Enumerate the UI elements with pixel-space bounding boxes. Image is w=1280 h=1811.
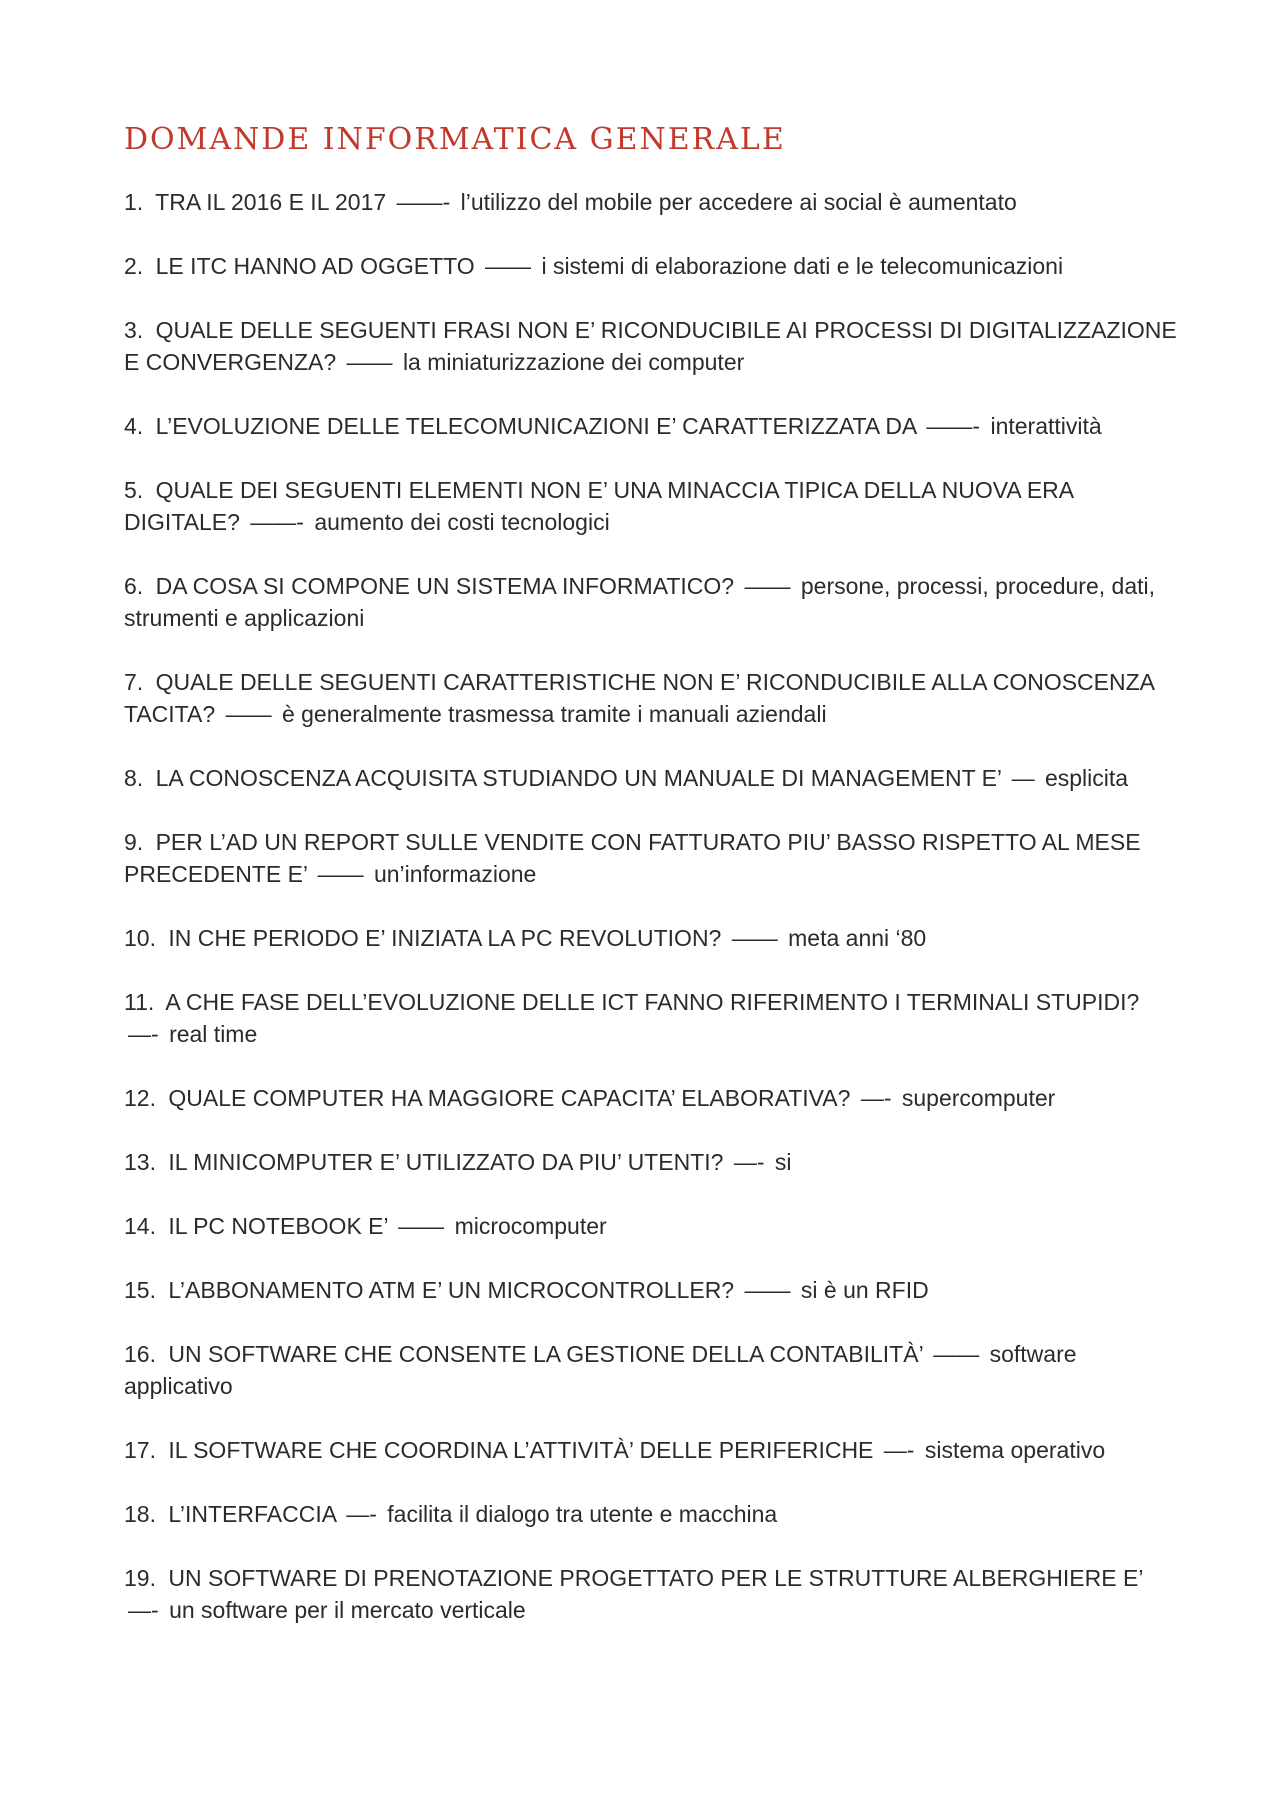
answer-separator: —- <box>128 1021 159 1047</box>
answer-separator: —— <box>485 253 532 279</box>
answer-separator: —— <box>731 925 778 951</box>
question-number: 16. <box>124 1341 156 1367</box>
question-item <box>124 986 1184 1050</box>
answer-text: meta anni ‘80 <box>788 925 927 951</box>
question-number: 18. <box>124 1501 156 1527</box>
answer-text: aumento dei costi tecnologici <box>314 509 610 535</box>
answer-text: interattività <box>990 413 1102 439</box>
question-number: 11. <box>124 989 155 1015</box>
question-item <box>124 186 1184 218</box>
question-text: QUALE DEI SEGUENTI ELEMENTI NON E’ UNA MINACCIA TIPICA DELLA NUOVA ERA DIGITALE? <box>124 477 1073 535</box>
answer-text: l’utilizzo del mobile per accedere ai social è aumentato <box>460 189 1017 215</box>
answer-text: la miniaturizzazione dei computer <box>402 349 745 375</box>
question-text: LE ITC HANNO AD OGGETTO <box>155 253 475 279</box>
answer-text: un’informazione <box>373 861 537 887</box>
question-item <box>124 474 1184 538</box>
question-item <box>124 1146 1184 1178</box>
answer-separator: ——- <box>396 189 451 215</box>
answer-text: si è un RFID <box>800 1277 929 1303</box>
question-number: 15. <box>124 1277 156 1303</box>
question-item <box>124 250 1184 282</box>
question-item <box>124 826 1184 890</box>
question-item <box>124 666 1184 730</box>
answer-separator: —— <box>225 701 272 727</box>
answer-text: sistema operativo <box>924 1437 1106 1463</box>
answer-separator: —— <box>346 349 393 375</box>
answer-text: i sistemi di elaborazione dati e le telecomunicazioni <box>541 253 1064 279</box>
question-number: 17. <box>124 1437 156 1463</box>
question-number: 19. <box>124 1565 156 1591</box>
question-text: L’ABBONAMENTO ATM E’ UN MICROCONTROLLER? <box>168 1277 735 1303</box>
answer-separator: —- <box>733 1149 765 1175</box>
answer-separator: ——- <box>926 413 981 439</box>
question-number: 3. <box>124 317 144 343</box>
question-number: 9. <box>124 829 144 855</box>
question-item <box>124 570 1184 634</box>
document-title: DOMANDE INFORMATICA GENERALE <box>124 122 786 157</box>
answer-separator: —- <box>346 1501 377 1527</box>
answer-separator: — <box>1011 765 1035 791</box>
question-number: 1. <box>124 189 144 215</box>
answer-separator: —- <box>128 1597 159 1623</box>
answer-separator: —— <box>744 573 791 599</box>
question-item <box>124 314 1184 378</box>
question-text: A CHE FASE DELL’EVOLUZIONE DELLE ICT FANNO RIFERIMENTO I TERMINALI STUPIDI? <box>165 989 1140 1015</box>
question-text: IL SOFTWARE CHE COORDINA L’ATTIVITÀ’ DELLE PERIFERICHE <box>168 1437 874 1463</box>
question-item <box>124 1082 1184 1114</box>
question-text: QUALE DELLE SEGUENTI CARATTERISTICHE NON E’ RICONDUCIBILE ALLA CONOSCENZA TACITA? <box>124 669 1154 727</box>
question-list <box>124 186 1184 1658</box>
answer-separator: ——- <box>250 509 304 535</box>
answer-separator: —— <box>398 1213 445 1239</box>
question-item <box>124 1434 1184 1466</box>
question-number: 6. <box>124 573 144 599</box>
answer-text: un software per il mercato verticale <box>169 1597 526 1623</box>
question-number: 2. <box>124 253 144 279</box>
question-text: QUALE COMPUTER HA MAGGIORE CAPACITA’ ELABORATIVA? <box>168 1085 851 1111</box>
question-item <box>124 1562 1184 1626</box>
question-number: 7. <box>124 669 144 695</box>
question-text: UN SOFTWARE DI PRENOTAZIONE PROGETTATO PER LE STRUTTURE ALBERGHIERE E’ <box>168 1565 1143 1591</box>
question-item <box>124 762 1184 794</box>
answer-separator: —— <box>744 1277 791 1303</box>
question-item <box>124 922 1184 954</box>
question-number: 12. <box>124 1085 156 1111</box>
answer-text: software applicativo <box>124 1341 1077 1399</box>
answer-text: è generalmente trasmessa tramite i manuali aziendali <box>281 701 827 727</box>
answer-text: supercomputer <box>901 1085 1056 1111</box>
question-text: UN SOFTWARE CHE CONSENTE LA GESTIONE DELLA CONTABILITÀ’ <box>168 1341 923 1367</box>
answer-text: esplicita <box>1044 765 1129 791</box>
question-text: PER L’AD UN REPORT SULLE VENDITE CON FATTURATO PIU’ BASSO RISPETTO AL MESE PRECEDENTE E’ <box>124 829 1141 887</box>
question-item <box>124 1338 1184 1402</box>
question-text: DA COSA SI COMPONE UN SISTEMA INFORMATICO? <box>155 573 735 599</box>
question-number: 10. <box>124 925 156 951</box>
answer-separator: —- <box>883 1437 915 1463</box>
question-number: 8. <box>124 765 144 791</box>
question-item <box>124 1274 1184 1306</box>
question-text: QUALE DELLE SEGUENTI FRASI NON E’ RICONDUCIBILE AI PROCESSI DI DIGITALIZZAZIONE E CONVERGENZA? <box>124 317 1177 375</box>
question-number: 4. <box>124 413 144 439</box>
answer-text: si <box>774 1149 792 1175</box>
question-text: IL PC NOTEBOOK E’ <box>168 1213 388 1239</box>
question-item <box>124 1210 1184 1242</box>
answer-text: real time <box>169 1021 258 1047</box>
question-number: 13. <box>124 1149 156 1175</box>
answer-text: microcomputer <box>454 1213 607 1239</box>
question-text: L’EVOLUZIONE DELLE TELECOMUNICAZIONI E’ CARATTERIZZATA DA <box>155 413 917 439</box>
answer-text: facilita il dialogo tra utente e macchina <box>387 1501 778 1527</box>
answer-separator: —- <box>860 1085 892 1111</box>
question-number: 14. <box>124 1213 156 1239</box>
question-item <box>124 1498 1184 1530</box>
question-text: IL MINICOMPUTER E’ UTILIZZATO DA PIU’ UTENTI? <box>168 1149 724 1175</box>
answer-separator: —— <box>317 861 364 887</box>
question-item <box>124 410 1184 442</box>
question-text: TRA IL 2016 E IL 2017 <box>155 189 387 215</box>
answer-separator: —— <box>933 1341 980 1367</box>
question-text: IN CHE PERIODO E’ INIZIATA LA PC REVOLUTION? <box>168 925 722 951</box>
question-text: LA CONOSCENZA ACQUISITA STUDIANDO UN MANUALE DI MANAGEMENT E’ <box>155 765 1002 791</box>
question-text: L’INTERFACCIA <box>168 1501 336 1527</box>
question-number: 5. <box>124 477 144 503</box>
answer-text: persone, processi, procedure, dati, strumenti e applicazioni <box>124 573 1156 631</box>
